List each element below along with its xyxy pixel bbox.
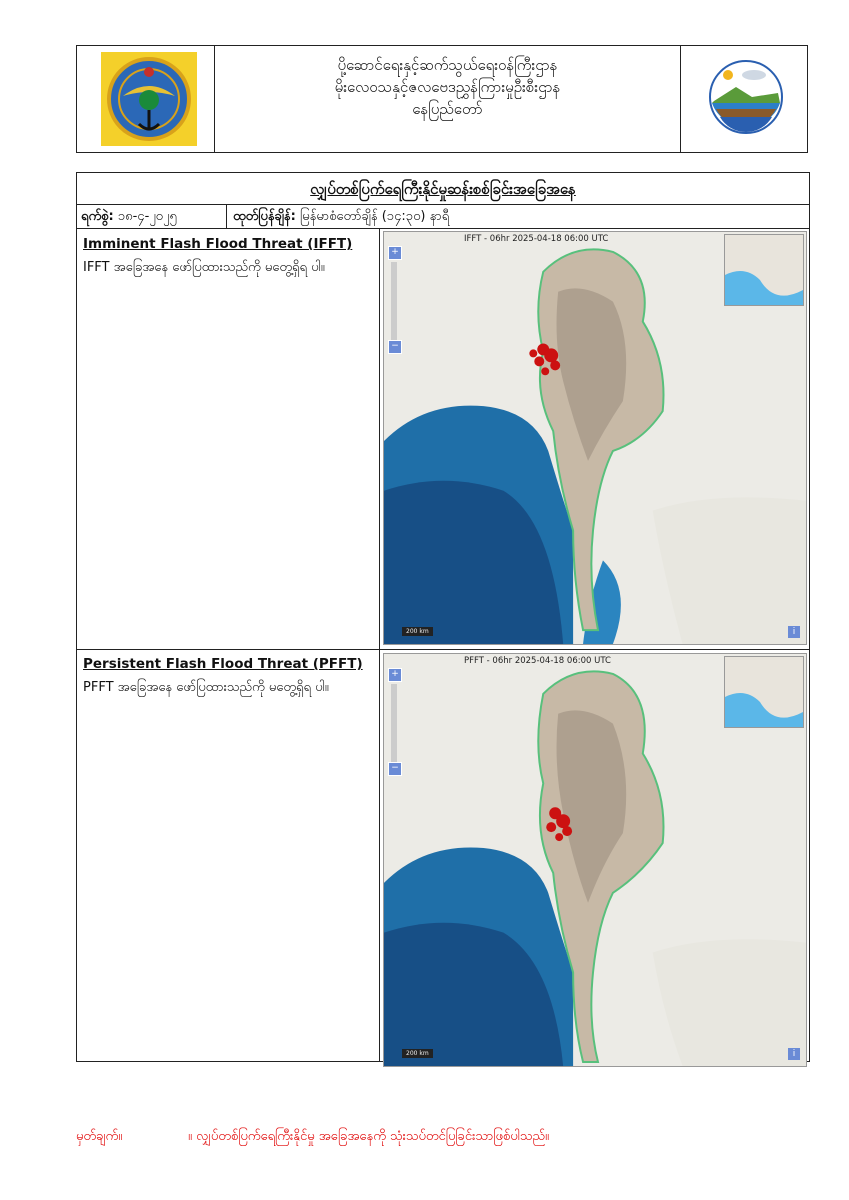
scale-bar: 200 km <box>402 627 433 636</box>
pfft-description: PFFT အခြေအနေ ဖော်ပြထားသည်ကို မတွေ့ရှိရ ပါ။ <box>83 680 329 695</box>
overview-inset-map[interactable] <box>724 234 804 306</box>
flash-flood-assessment-table <box>76 172 810 1062</box>
date-label: ရက်စွဲ: <box>81 209 114 224</box>
issue-time-cell <box>233 205 449 228</box>
zoom-out-button[interactable]: − <box>388 762 402 776</box>
pfft-section <box>83 655 375 699</box>
note-text: ။ လျှပ်တစ်ပြက်ရေကြီးနိုင်မှု အခြေအနေကို သုံးသပ်တင်ပြခြင်းသာဖြစ်ပါသည်။ <box>188 1129 549 1144</box>
info-icon[interactable]: i <box>788 1048 800 1060</box>
ministry-emblem-icon <box>101 52 197 146</box>
ifft-section <box>83 235 375 279</box>
pfft-heading: Persistent Flash Flood Threat (PFFT) <box>83 656 363 672</box>
ifft-map[interactable] <box>383 231 807 645</box>
date-cell <box>81 205 227 229</box>
ministry-line-2: မိုးလေဝသနှင့်ဇလဗေဒညွှန်ကြားမှုဦးစီးဌာန <box>334 78 561 96</box>
note-label: မှတ်ချက်။ <box>76 1129 123 1144</box>
overview-inset-map[interactable] <box>724 656 804 728</box>
column-divider <box>379 229 380 1061</box>
date-row <box>77 205 809 229</box>
right-logo-cell <box>681 46 809 152</box>
letterhead <box>76 45 808 153</box>
city-line: နေပြည်တော် <box>412 100 483 118</box>
zoom-in-button[interactable]: + <box>388 668 402 682</box>
ministry-title-block <box>215 46 681 152</box>
footer-note <box>76 1128 549 1147</box>
report-title: လျှပ်တစ်ပြက်ရေကြီးနိုင်မှုဆန်းစစ်ခြင်းအခြေအနေ <box>77 173 809 205</box>
date-value: ၁၈-၄-၂၀၂၅ <box>117 209 177 224</box>
issue-time-value: မြန်မာစံတော်ချိန် (၁၄:၃၀) နာရီ <box>300 209 450 224</box>
ifft-description: IFFT အခြေအနေ ဖော်ပြထားသည်ကို မတွေ့ရှိရ ပါ။ <box>83 260 325 275</box>
pfft-map-caption: PFFT - 06hr 2025-04-18 06:00 UTC <box>464 656 611 666</box>
ministry-line-1: ပို့ဆောင်ရေးနှင့်ဆက်သွယ်ရေးဝန်ကြီးဌာန <box>337 56 558 74</box>
ifft-heading: Imminent Flash Flood Threat (IFFT) <box>83 236 353 252</box>
pfft-map[interactable] <box>383 653 807 1067</box>
inset-map-image <box>725 235 803 305</box>
hydrology-cycle-logo-icon <box>706 57 786 137</box>
issue-time-label: ထုတ်ပြန်ချိန်: <box>233 209 296 224</box>
zoom-slider[interactable] <box>391 684 397 768</box>
inset-map-image <box>725 657 803 727</box>
zoom-in-button[interactable]: + <box>388 246 402 260</box>
info-icon[interactable]: i <box>788 626 800 638</box>
row-divider <box>77 649 809 650</box>
scale-bar: 200 km <box>402 1049 433 1058</box>
left-logo-cell <box>77 46 215 152</box>
zoom-out-button[interactable]: − <box>388 340 402 354</box>
zoom-slider[interactable] <box>391 262 397 346</box>
ifft-map-caption: IFFT - 06hr 2025-04-18 06:00 UTC <box>464 234 609 244</box>
